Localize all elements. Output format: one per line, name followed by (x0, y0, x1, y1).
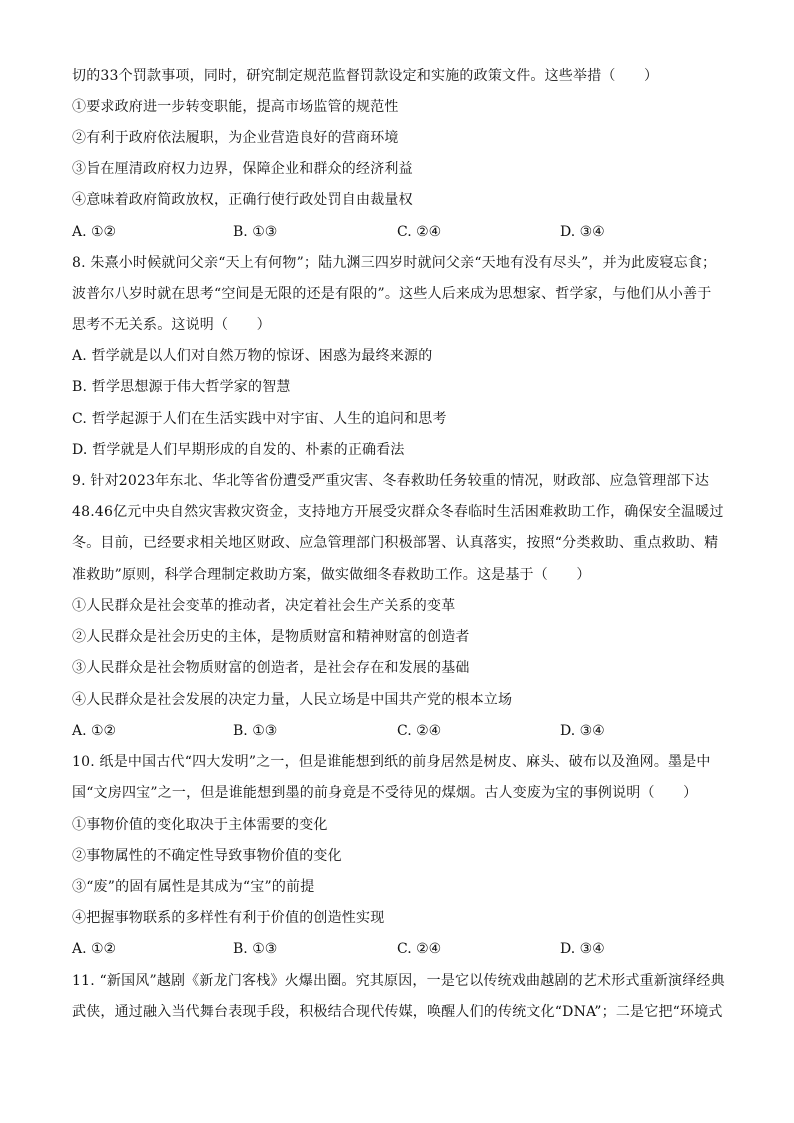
q7-statement-2: ②有利于政府依法履职，为企业营造良好的营商环境 (72, 130, 399, 146)
q10-statement-4: ④把握事物联系的多样性有利于价值的创造性实现 (72, 910, 385, 926)
q10-option-a[interactable]: A. ①② (72, 941, 117, 957)
q9-stem-line-3: 冬。目前，已经要求相关地区财政、应急管理部门积极部署、认真落实，按照“分类救助、重点救助、精 (72, 535, 719, 551)
q7-option-a[interactable]: A. ①② (72, 224, 117, 240)
q10-statement-2: ②事物属性的不确定性导致事物价值的变化 (72, 848, 342, 864)
q10-options (72, 939, 724, 959)
q10-statement-3: ③“废”的固有属性是其成为“宝”的前提 (72, 879, 315, 895)
q9-stem-line-4: 准救助”原则，科学合理制定救助方案，做实做细冬春救助工作。这是基于（ ） (72, 567, 591, 583)
q10-statement-1: ①事物价值的变化取决于主体需要的变化 (72, 817, 328, 833)
q9-statement-1: ①人民群众是社会变革的推动者，决定着社会生产关系的变革 (72, 598, 456, 614)
q9-option-a[interactable]: A. ①② (72, 723, 117, 739)
q8-option-d[interactable]: D. 哲学就是人们早期形成的自发的、朴素的正确看法 (72, 442, 405, 458)
q8-stem-line-2: 波普尔八岁时就在思考“空间是无限的还是有限的”。这些人后来成为思想家、哲学家，与他们从小善于 (72, 286, 712, 302)
q8-stem-line-3: 思考不无关系。这说明（ ） (72, 317, 271, 333)
q7-statement-4: ④意味着政府简政放权，正确行使行政处罚自由裁量权 (72, 192, 413, 208)
q7-option-c[interactable]: C. ②④ (397, 224, 442, 240)
q7-options (72, 222, 724, 242)
q7-option-d[interactable]: D. ③④ (560, 224, 605, 240)
q7-stem-tail: 切的33个罚款事项，同时，研究制定规范监督罚款设定和实施的政策文件。这些举措（ ） (72, 68, 659, 84)
q8-option-a[interactable]: A. 哲学就是以人们对自然万物的惊讶、困惑为最终来源的 (72, 348, 433, 364)
q9-stem-line-1: 9. 针对2023年东北、华北等省份遭受严重灾害、冬春救助任务较重的情况，财政部、应急管理部下达 (72, 473, 710, 489)
q8-option-b[interactable]: B. 哲学思想源于伟大哲学家的智慧 (72, 379, 291, 395)
q9-statement-2: ②人民群众是社会历史的主体，是物质财富和精神财富的创造者 (72, 629, 470, 645)
q11-stem-line-1: 11. “新国风”越剧《新龙门客栈》火爆出圈。究其原因，一是它以传统戏曲越剧的艺术形式重新演绎经典 (72, 973, 725, 989)
q9-statement-3: ③人民群众是社会物质财富的创造者，是社会存在和发展的基础 (72, 660, 470, 676)
q10-stem-line-2: 国“文房四宝”之一，但是谁能想到墨的前身竟是不受待见的煤烟。古人变废为宝的事例说明（ ） (72, 785, 698, 801)
q7-statement-3: ③旨在厘清政府权力边界，保障企业和群众的经济利益 (72, 161, 413, 177)
q10-option-c[interactable]: C. ②④ (397, 941, 442, 957)
q10-option-b[interactable]: B. ①③ (233, 941, 278, 957)
q7-statement-1: ①要求政府进一步转变职能，提高市场监管的规范性 (72, 99, 399, 115)
q7-option-b[interactable]: B. ①③ (233, 224, 278, 240)
q9-stem-line-2: 48.46亿元中央自然灾害救灾资金，支持地方开展受灾群众冬春临时生活困难救助工作，确保安全温暖过 (72, 504, 724, 520)
q11-stem-line-2: 武侠，通过融入当代舞台表现手段，积极结合现代传媒，唤醒人们的传统文化“DNA”；二是它把“环境式 (72, 1004, 723, 1020)
q10-option-d[interactable]: D. ③④ (560, 941, 605, 957)
q9-option-c[interactable]: C. ②④ (397, 723, 442, 739)
q9-statement-4: ④人民群众是社会发展的决定力量，人民立场是中国共产党的根本立场 (72, 692, 513, 708)
q10-stem-line-1: 10. 纸是中国古代“四大发明”之一，但是谁能想到纸的前身居然是树皮、麻头、破布以及渔网。墨是中 (72, 754, 711, 770)
q8-option-c[interactable]: C. 哲学起源于人们在生活实践中对宇宙、人生的追问和思考 (72, 411, 447, 427)
q9-options (72, 721, 724, 741)
q9-option-d[interactable]: D. ③④ (560, 723, 605, 739)
q8-stem-line-1: 8. 朱熹小时候就问父亲“天上有何物”；陆九渊三四岁时就问父亲“天地有没有尽头”，并为此废寝忘食； (72, 255, 717, 271)
q9-option-b[interactable]: B. ①③ (233, 723, 278, 739)
